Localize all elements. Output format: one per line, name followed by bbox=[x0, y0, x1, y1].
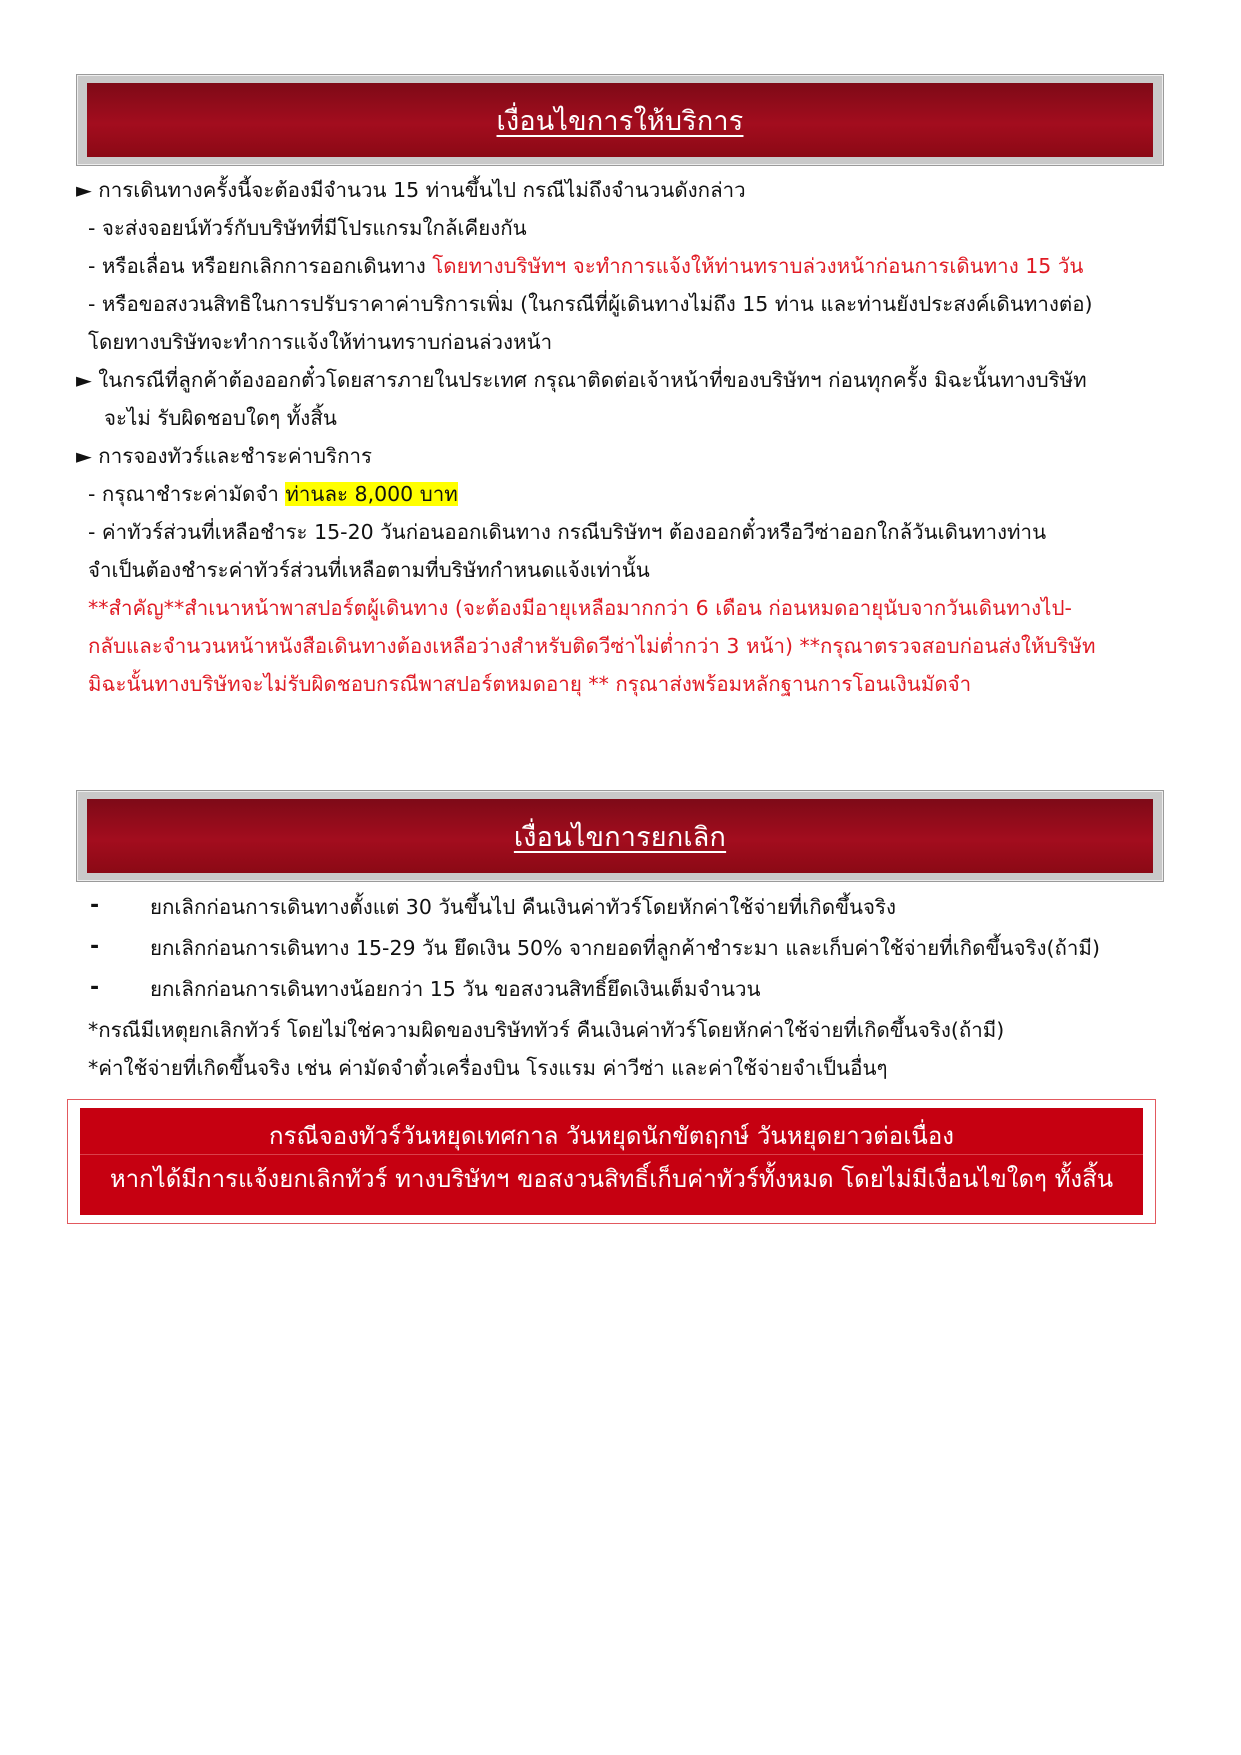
holiday-notice-line-2: หากได้มีการแจ้งยกเลิกทัวร์ ทางบริษัทฯ ขอสงวนสิทธิ์เก็บค่าทัวร์ทั้งหมด โดยไม่มีเงื่อนไขใดๆ ทั้งสิ้น bbox=[109, 1165, 1114, 1193]
cancel-item-1: ยกเลิกก่อนการเดินทางตั้งแต่ 30 วันขึ้นไป คืนเงินค่าทัวร์โดยหักค่าใช้จ่ายที่เกิดขึ้นจริง bbox=[150, 895, 897, 919]
cancel-item-2: ยกเลิกก่อนการเดินทาง 15-29 วัน ยึดเงิน 50% จากยอดที่ลูกค้าชำระมา และเก็บค่าใช้จ่ายที่เกิดขึ้นจริง(ถ้ามี) bbox=[150, 936, 1100, 960]
condition-line-4: - หรือขอสงวนสิทธิในการปรับราคาค่าบริการเพิ่ม (ในกรณีที่ผู้เดินทางไม่ถึง 15 ท่าน และท่านยังประสงค์เดินทางต่อ) bbox=[88, 292, 1093, 316]
important-line-2: กลับและจำนวนหน้าหนังสือเดินทางต้องเหลือว่างสำหรับติดวีซ่าไม่ต่ำกว่า 3 หน้า) **กรุณาตรวจสอบก่อนส่งให้บริษัท bbox=[88, 634, 1096, 658]
condition-line-7: จะไม่ รับผิดชอบใดๆ ทั้งสิ้น bbox=[104, 406, 337, 430]
cancel-dash-1: - bbox=[90, 893, 100, 918]
holiday-notice-inner bbox=[80, 1108, 1143, 1215]
conditions-title: เงื่อนไขการให้บริการ bbox=[496, 105, 744, 137]
condition-line-6: ► ในกรณีที่ลูกค้าต้องออกตั๋วโดยสารภายในประเทศ กรุณาติดต่อเจ้าหน้าที่ของบริษัทฯ ก่อนทุกครั้ง มิฉะนั้นทางบริษัท bbox=[76, 368, 1087, 392]
cancel-note-1: *กรณีมีเหตุยกเลิกทัวร์ โดยไม่ใช่ความผิดของบริษัททัวร์ คืนเงินค่าทัวร์โดยหักค่าใช้จ่ายที่เกิดขึ้นจริง(ถ้ามี) bbox=[88, 1018, 1005, 1042]
cancel-note-2: *ค่าใช้จ่ายที่เกิดขึ้นจริง เช่น ค่ามัดจำตั๋วเครื่องบิน โรงแรม ค่าวีซ่า และค่าใช้จ่ายจำเป็นอื่นๆ bbox=[88, 1056, 888, 1080]
cancel-dash-3: - bbox=[90, 975, 100, 1000]
deposit-amount-highlight: ท่านละ 8,000 บาท bbox=[285, 482, 458, 506]
cancel-item-3: ยกเลิกก่อนการเดินทางน้อยกว่า 15 วัน ขอสงวนสิทธิ์ยึดเงินเต็มจำนวน bbox=[150, 977, 761, 1001]
condition-line-9: - กรุณาชำระค่ามัดจำ ท่านละ 8,000 บาท bbox=[88, 482, 458, 506]
condition-line-5: โดยทางบริษัทจะทำการแจ้งให้ท่านทราบก่อนล่วงหน้า bbox=[88, 330, 553, 354]
condition-line-8: ► การจองทัวร์และชำระค่าบริการ bbox=[76, 444, 372, 468]
important-line-3: มิฉะนั้นทางบริษัทจะไม่รับผิดชอบกรณีพาสปอร์ตหมดอายุ ** กรุณาส่งพร้อมหลักฐานการโอนเงินมัดจำ bbox=[88, 672, 972, 696]
cancel-dash-2: - bbox=[90, 934, 100, 959]
cancellation-title: เงื่อนไขการยกเลิก bbox=[513, 821, 727, 853]
notice-divider bbox=[80, 1154, 1143, 1155]
holiday-notice-box bbox=[67, 1099, 1156, 1224]
condition-line-1: ► การเดินทางครั้งนี้จะต้องมีจำนวน 15 ท่านขึ้นไป กรณีไม่ถึงจำนวนดังกล่าว bbox=[76, 178, 746, 202]
condition-line-3: - หรือเลื่อน หรือยกเลิกการออกเดินทาง โดยทางบริษัทฯ จะทำการแจ้งให้ท่านทราบล่วงหน้าก่อนการเดินทาง 15 วัน bbox=[88, 254, 1084, 278]
condition-line-11: จำเป็นต้องชำระค่าทัวร์ส่วนที่เหลือตามที่บริษัทกำหนดแจ้งเท่านั้น bbox=[88, 558, 650, 582]
condition-line-10: - ค่าทัวร์ส่วนที่เหลือชำระ 15-20 วันก่อนออกเดินทาง กรณีบริษัทฯ ต้องออกตั๋วหรือวีซ่าออกใกล้วันเดินทางท่าน bbox=[88, 520, 1047, 544]
cancellation-banner bbox=[76, 790, 1164, 882]
conditions-banner bbox=[76, 74, 1164, 166]
condition-line-2: - จะส่งจอยน์ทัวร์กับบริษัทที่มีโปรแกรมใกล้เคียงกัน bbox=[88, 216, 527, 240]
notify-in-advance-text: โดยทางบริษัทฯ จะทำการแจ้งให้ท่านทราบล่วงหน้าก่อนการเดินทาง 15 วัน bbox=[432, 254, 1084, 278]
holiday-notice-line-1: กรณีจองทัวร์วันหยุดเทศกาล วันหยุดนักขัตฤกษ์ วันหยุดยาวต่อเนื่อง bbox=[269, 1122, 954, 1150]
conditions-banner-inner bbox=[87, 83, 1153, 157]
important-line-1: **สำคัญ**สำเนาหน้าพาสปอร์ตผู้เดินทาง (จะต้องมีอายุเหลือมากกว่า 6 เดือน ก่อนหมดอายุนับจากวันเดินทางไป- bbox=[88, 596, 1072, 620]
cancellation-banner-inner bbox=[87, 799, 1153, 873]
